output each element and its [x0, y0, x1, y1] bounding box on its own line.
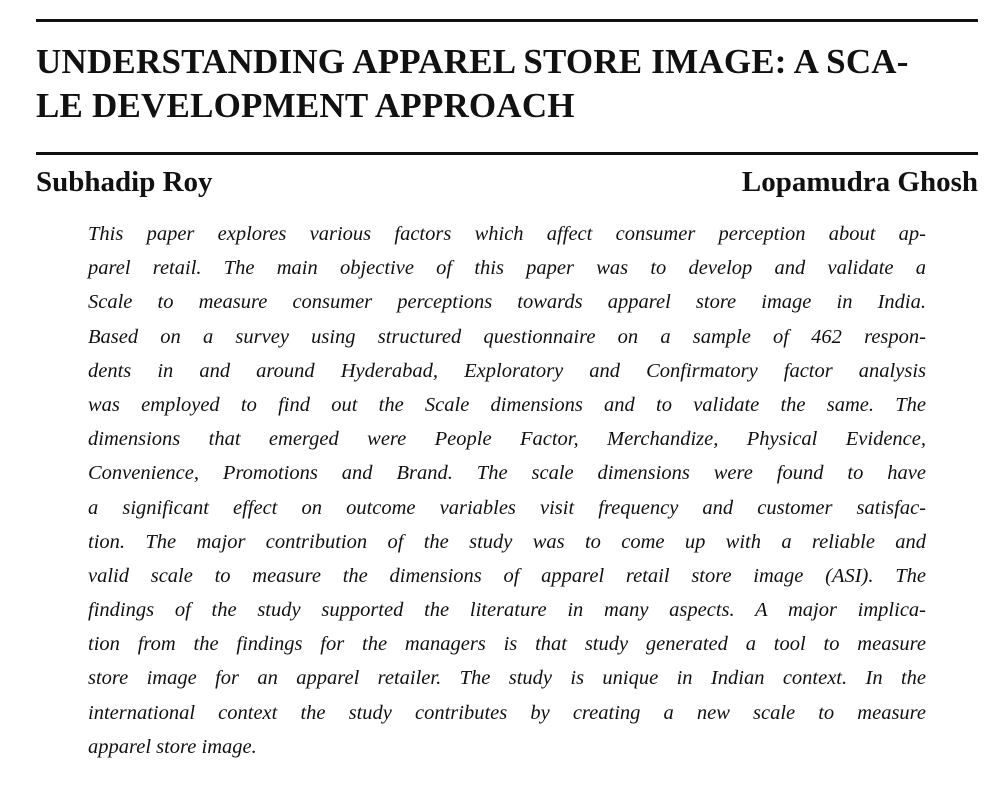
abstract-line: This paper explores various factors which affect consumer perception about ap-	[88, 223, 926, 245]
top-rule	[36, 19, 978, 22]
title-divider-rule	[36, 152, 978, 155]
abstract-line: store image for an apparel retailer. The study is unique in Indian context. In the	[88, 667, 926, 690]
abstract	[88, 217, 926, 764]
abstract-line: Convenience, Promotions and Brand. The scale dimensions were found to have	[88, 462, 926, 485]
author-name-first: Subhadip Roy	[36, 166, 213, 198]
abstract-line: was employed to find out the Scale dimensions and to validate the same. The	[88, 393, 926, 416]
abstract-line: a significant effect on outcome variables visit frequency and customer satisfac-	[88, 496, 926, 519]
abstract-line: Scale to measure consumer perceptions towards apparel store image in India.	[88, 291, 926, 314]
abstract-line: tion from the findings for the managers is that study generated a tool to measure	[88, 633, 926, 656]
title-line: UNDERSTANDING APPAREL STORE IMAGE: A SCA-	[36, 42, 909, 81]
abstract-line: valid scale to measure the dimensions of apparel retail store image (ASI). The	[88, 564, 926, 587]
paper-title	[36, 40, 978, 128]
abstract-line: apparel store image.	[88, 735, 257, 758]
abstract-line: tion. The major contribution of the study was to come up with a reliable and	[88, 530, 926, 553]
abstract-line: dimensions that emerged were People Factor, Merchandize, Physical Evidence,	[88, 428, 926, 451]
title-line: LE DEVELOPMENT APPROACH	[36, 86, 575, 125]
authors-row	[36, 162, 978, 202]
abstract-line: dents in and around Hyderabad, Exploratory and Confirmatory factor analysis	[88, 359, 926, 382]
abstract-line: international context the study contributes by creating a new scale to measure	[88, 701, 926, 724]
abstract-line: findings of the study supported the literature in many aspects. A major implica-	[88, 599, 926, 622]
abstract-line: parel retail. The main objective of this paper was to develop and validate a	[88, 257, 926, 280]
abstract-line: Based on a survey using structured questionnaire on a sample of 462 respon-	[88, 325, 926, 348]
author-name-second: Lopamudra Ghosh	[741, 166, 978, 198]
